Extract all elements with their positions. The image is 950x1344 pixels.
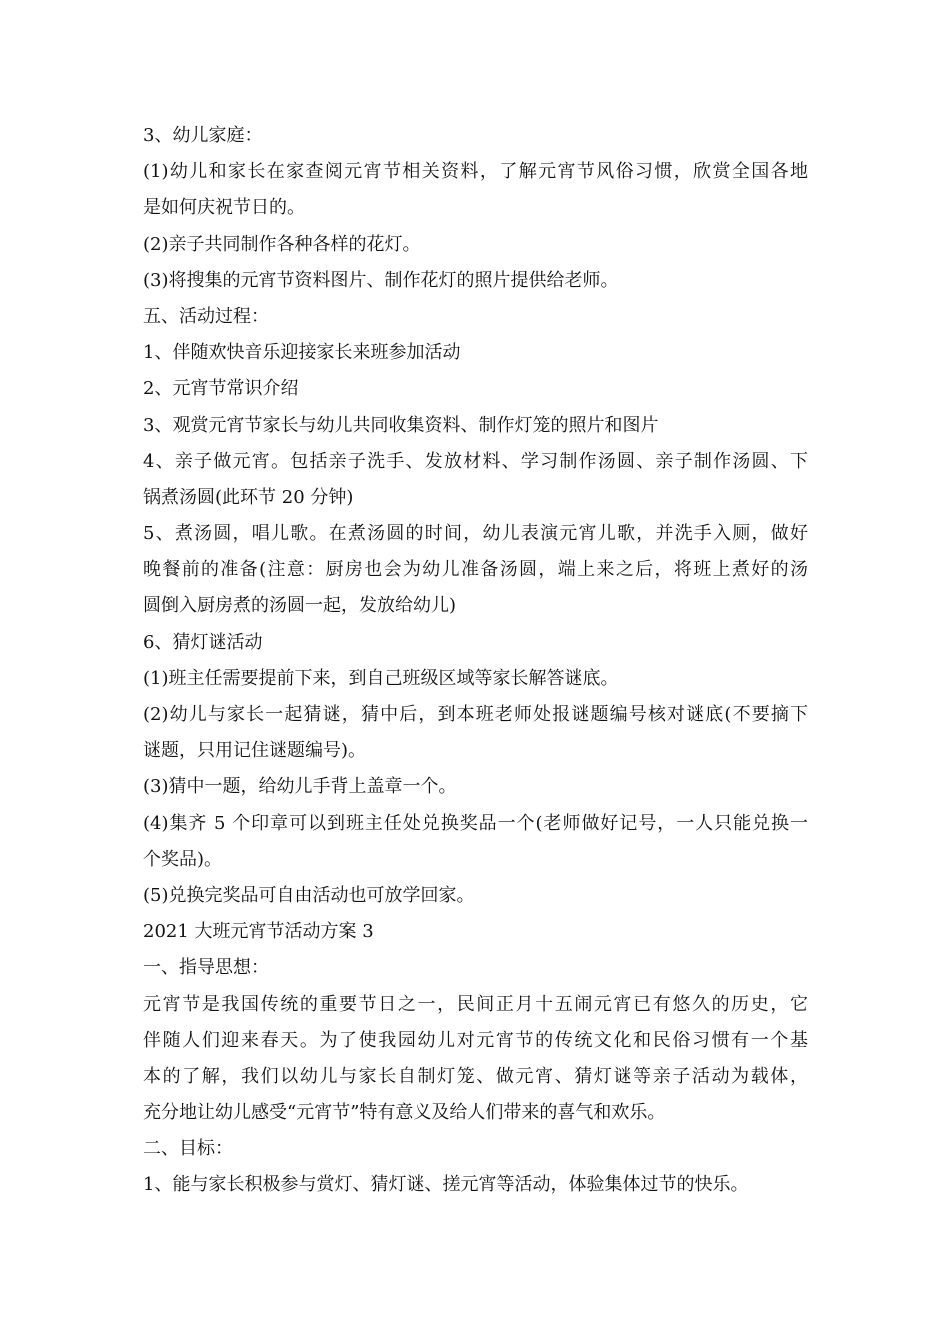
text-line: 2、元宵节常识介绍: [143, 378, 299, 400]
text-line: (1)班主任需要提前下来，到自己班级区域等家长解答谜底。: [143, 667, 619, 689]
text-line: 1、伴随欢快音乐迎接家长来班参加活动: [143, 342, 461, 364]
text-line: (2)亲子共同制作各种各样的花灯。: [143, 233, 421, 255]
text-line: (3)将搜集的元宵节资料图片、制作花灯的照片提供给老师。: [143, 269, 619, 291]
text-line: (2)幼儿与家长一起猜谜，猜中后，到本班老师处报谜题编号核对谜底(不要摘下: [143, 704, 808, 725]
text-line: 本的了解，我们以幼儿与家长自制灯笼、做元宵、猜灯谜等亲子活动为载体，: [143, 1065, 808, 1087]
section-heading: 一、指导思想：: [143, 957, 269, 979]
section-heading: 二、目标：: [143, 1138, 233, 1160]
text-line: (5)兑换完奖品可自由活动也可放学回家。: [143, 884, 475, 906]
document-subtitle: 2021 大班元宵节活动方案 3: [143, 921, 374, 943]
text-line: 5、煮汤圆，唱儿歌。在煮汤圆的时间，幼儿表演元宵儿歌，并洗手入厕，做好: [143, 523, 808, 545]
text-line: 圆倒入厨房煮的汤圆一起，发放给幼儿): [143, 595, 457, 617]
text-line: 谜题，只用记住谜题编号)。: [143, 740, 367, 762]
document-body: [143, 118, 808, 1204]
text-line: 1、能与家长积极参与赏灯、猜灯谜、搓元宵等活动，体验集体过节的快乐。: [143, 1174, 749, 1196]
text-line: (3)猜中一题，给幼儿手背上盖章一个。: [143, 776, 457, 798]
text-line: 伴随人们迎来春天。为了使我园幼儿对元宵节的传统文化和民俗习惯有一个基: [143, 1029, 808, 1051]
text-line: 是如何庆祝节日的。: [143, 197, 305, 219]
text-line: 个奖品)。: [143, 848, 223, 870]
text-line: 充分地让幼儿感受“元宵节”特有意义及给人们带来的喜气和欢乐。: [143, 1102, 666, 1124]
text-line: 锅煮汤圆(此环节 20 分钟): [143, 486, 354, 508]
text-line: 3、观赏元宵节家长与幼儿共同收集资料、制作灯笼的照片和图片: [143, 414, 659, 436]
text-line: 晚餐前的准备(注意：厨房也会为幼儿准备汤圆，端上来之后，将班上煮好的汤: [143, 559, 808, 581]
text-line: 6、猜灯谜活动: [143, 631, 263, 653]
text-line: 3、幼儿家庭：: [143, 125, 263, 146]
text-line: (4)集齐 5 个印章可以到班主任处兑换奖品一个(老师做好记号，一人只能兑换一: [143, 812, 808, 834]
text-line: (1)幼儿和家长在家查阅元宵节相关资料，了解元宵节风俗习惯，欣赏全国各地: [143, 161, 808, 183]
text-line: 元宵节是我国传统的重要节日之一，民间正月十五闹元宵已有悠久的历史，它: [143, 993, 808, 1015]
text-line: 4、亲子做元宵。包括亲子洗手、发放材料、学习制作汤圆、亲子制作汤圆、下: [143, 450, 808, 472]
section-heading: 五、活动过程：: [143, 305, 269, 327]
